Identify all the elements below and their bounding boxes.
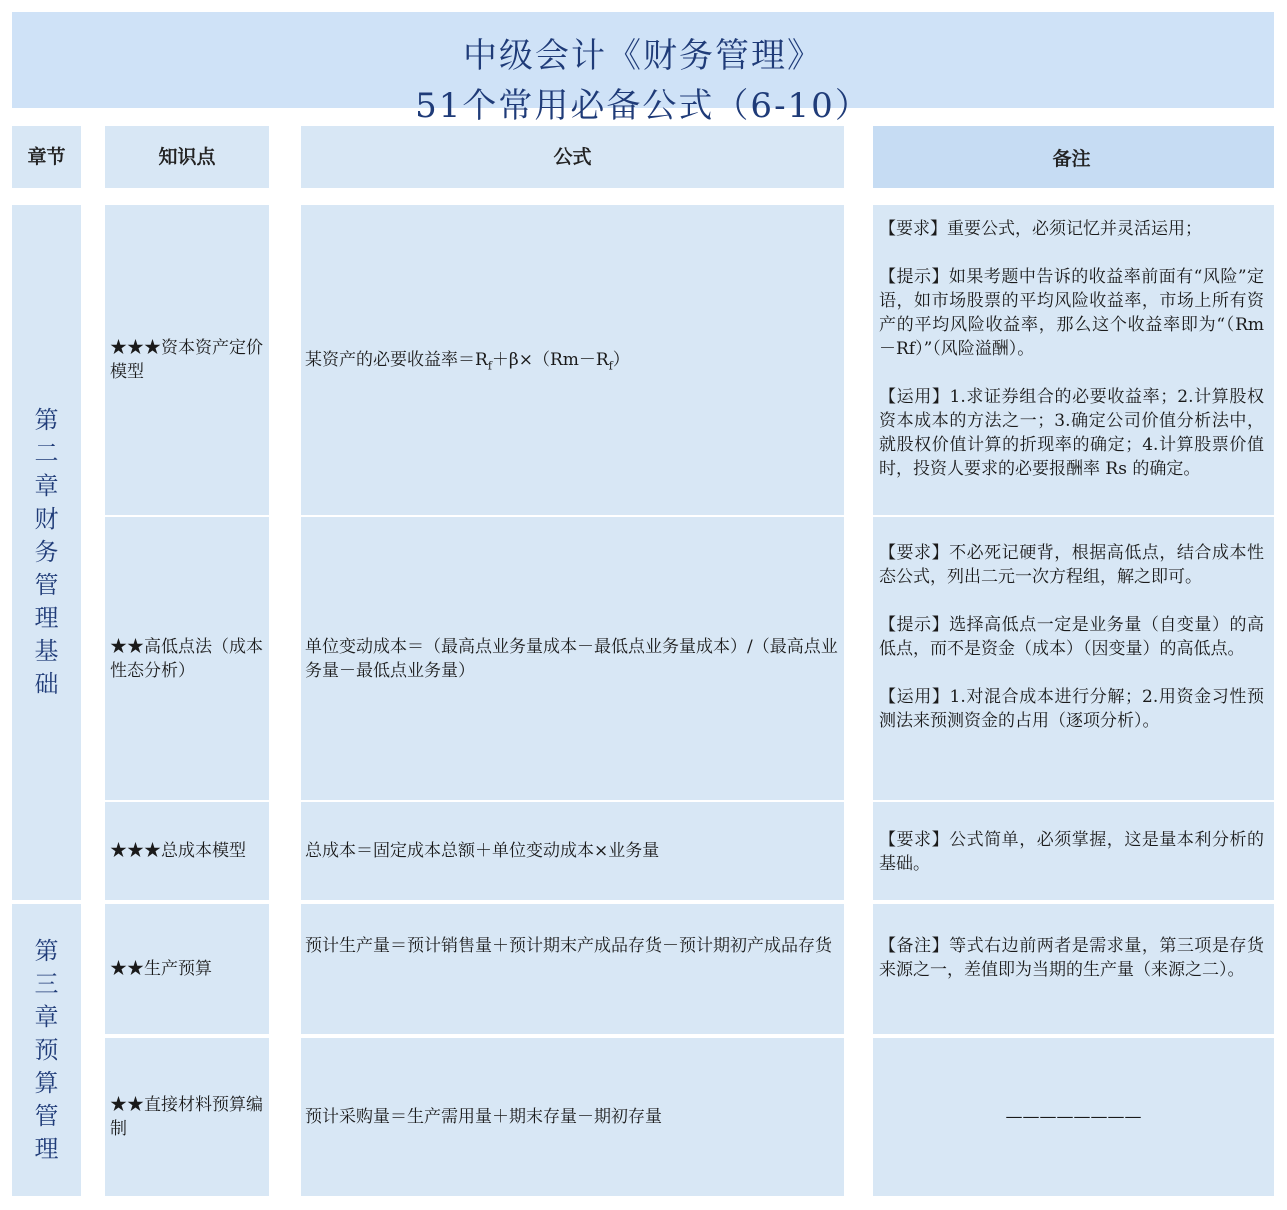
chapter-cell-2 [12, 205, 81, 900]
table-row-note [873, 1038, 1274, 1196]
header-formula: 公式 [301, 126, 844, 188]
chapter-cell-3 [12, 904, 81, 1196]
note-paragraph: 【要求】不必死记硬背，根据高低点，结合成本性态公式，列出二元一次方程组，解之即可。 [879, 543, 1264, 587]
chapter-label: 第二章 财务管理基础 [34, 406, 59, 698]
table-row-note [873, 517, 1274, 800]
header-knowledge: 知识点 [105, 126, 269, 188]
table-row-formula: 单位变动成本＝（最高点业务量成本－最低点业务量成本）/（最高点业务量－最低点业务量） [301, 517, 844, 800]
table-row-formula [301, 205, 844, 515]
table-row-formula: 总成本＝固定成本总额＋单位变动成本×业务量 [301, 802, 844, 900]
table-row-knowledge: ★★★资本资产定价模型 [105, 205, 269, 515]
note-paragraph: 【要求】重要公式，必须记忆并灵活运用； [879, 219, 1202, 239]
formula-text: 某资产的必要收益率$=R_f+\beta\times(Rm-R_f)$ [305, 350, 630, 373]
table-row-knowledge: ★★生产预算 [105, 904, 269, 1034]
note-paragraph: 【要求】公式简单，必须掌握，这是量本利分析的基础。 [879, 830, 1264, 874]
title-banner [12, 12, 1274, 126]
table-row-knowledge: ★★高低点法（成本性态分析） [105, 517, 269, 800]
header-note: 备注 [873, 126, 1274, 188]
table-row-note [873, 904, 1274, 1034]
page-title: 中级会计《财务管理》 [463, 36, 823, 76]
note-paragraph: 【备注】等式右边前两者是需求量，第三项是存货来源之一，差值即为当期的生产量（来源之二）。 [879, 936, 1264, 980]
table-row-note [873, 205, 1274, 515]
table-row-knowledge: ★★★总成本模型 [105, 802, 269, 900]
note-paragraph: 【运用】1.求证券组合的必要收益率；2.计算股权资本成本的方法之一；3.确定公司价值分析法中，就股权价值计算的折现率的确定；4.计算股票价值时，投资人要求的必要报酬率 Rs 的确定。 [879, 387, 1264, 479]
table-row-note [873, 802, 1274, 900]
empty-dash: ———————— [1005, 1107, 1142, 1127]
table-row-formula: 预计生产量＝预计销售量＋预计期末产成品存货－预计期初产成品存货 [301, 904, 844, 1034]
note-paragraph: 【提示】如果考题中告诉的收益率前面有“风险”定语，如市场股票的平均风险收益率，市场上所有资产的平均风险收益率，那么这个收益率即为“（Rm－Rf）”（风险溢酬）。 [879, 267, 1264, 359]
note-paragraph: 【提示】选择高低点一定是业务量（自变量）的高低点，而不是资金（成本）（因变量）的高低点。 [879, 615, 1264, 659]
table-row-knowledge: ★★直接材料预算编制 [105, 1038, 269, 1196]
chapter-label: 第三章预算管理 [34, 936, 59, 1163]
header-chapter: 章节 [12, 126, 81, 188]
page-subtitle: 51个常用必备公式（6-10） [415, 86, 871, 126]
table-row-formula: 预计采购量＝生产需用量＋期末存量－期初存量 [301, 1038, 844, 1196]
note-paragraph: 【运用】1.对混合成本进行分解；2.用资金习性预测法来预测资金的占用（逐项分析）。 [879, 687, 1264, 731]
